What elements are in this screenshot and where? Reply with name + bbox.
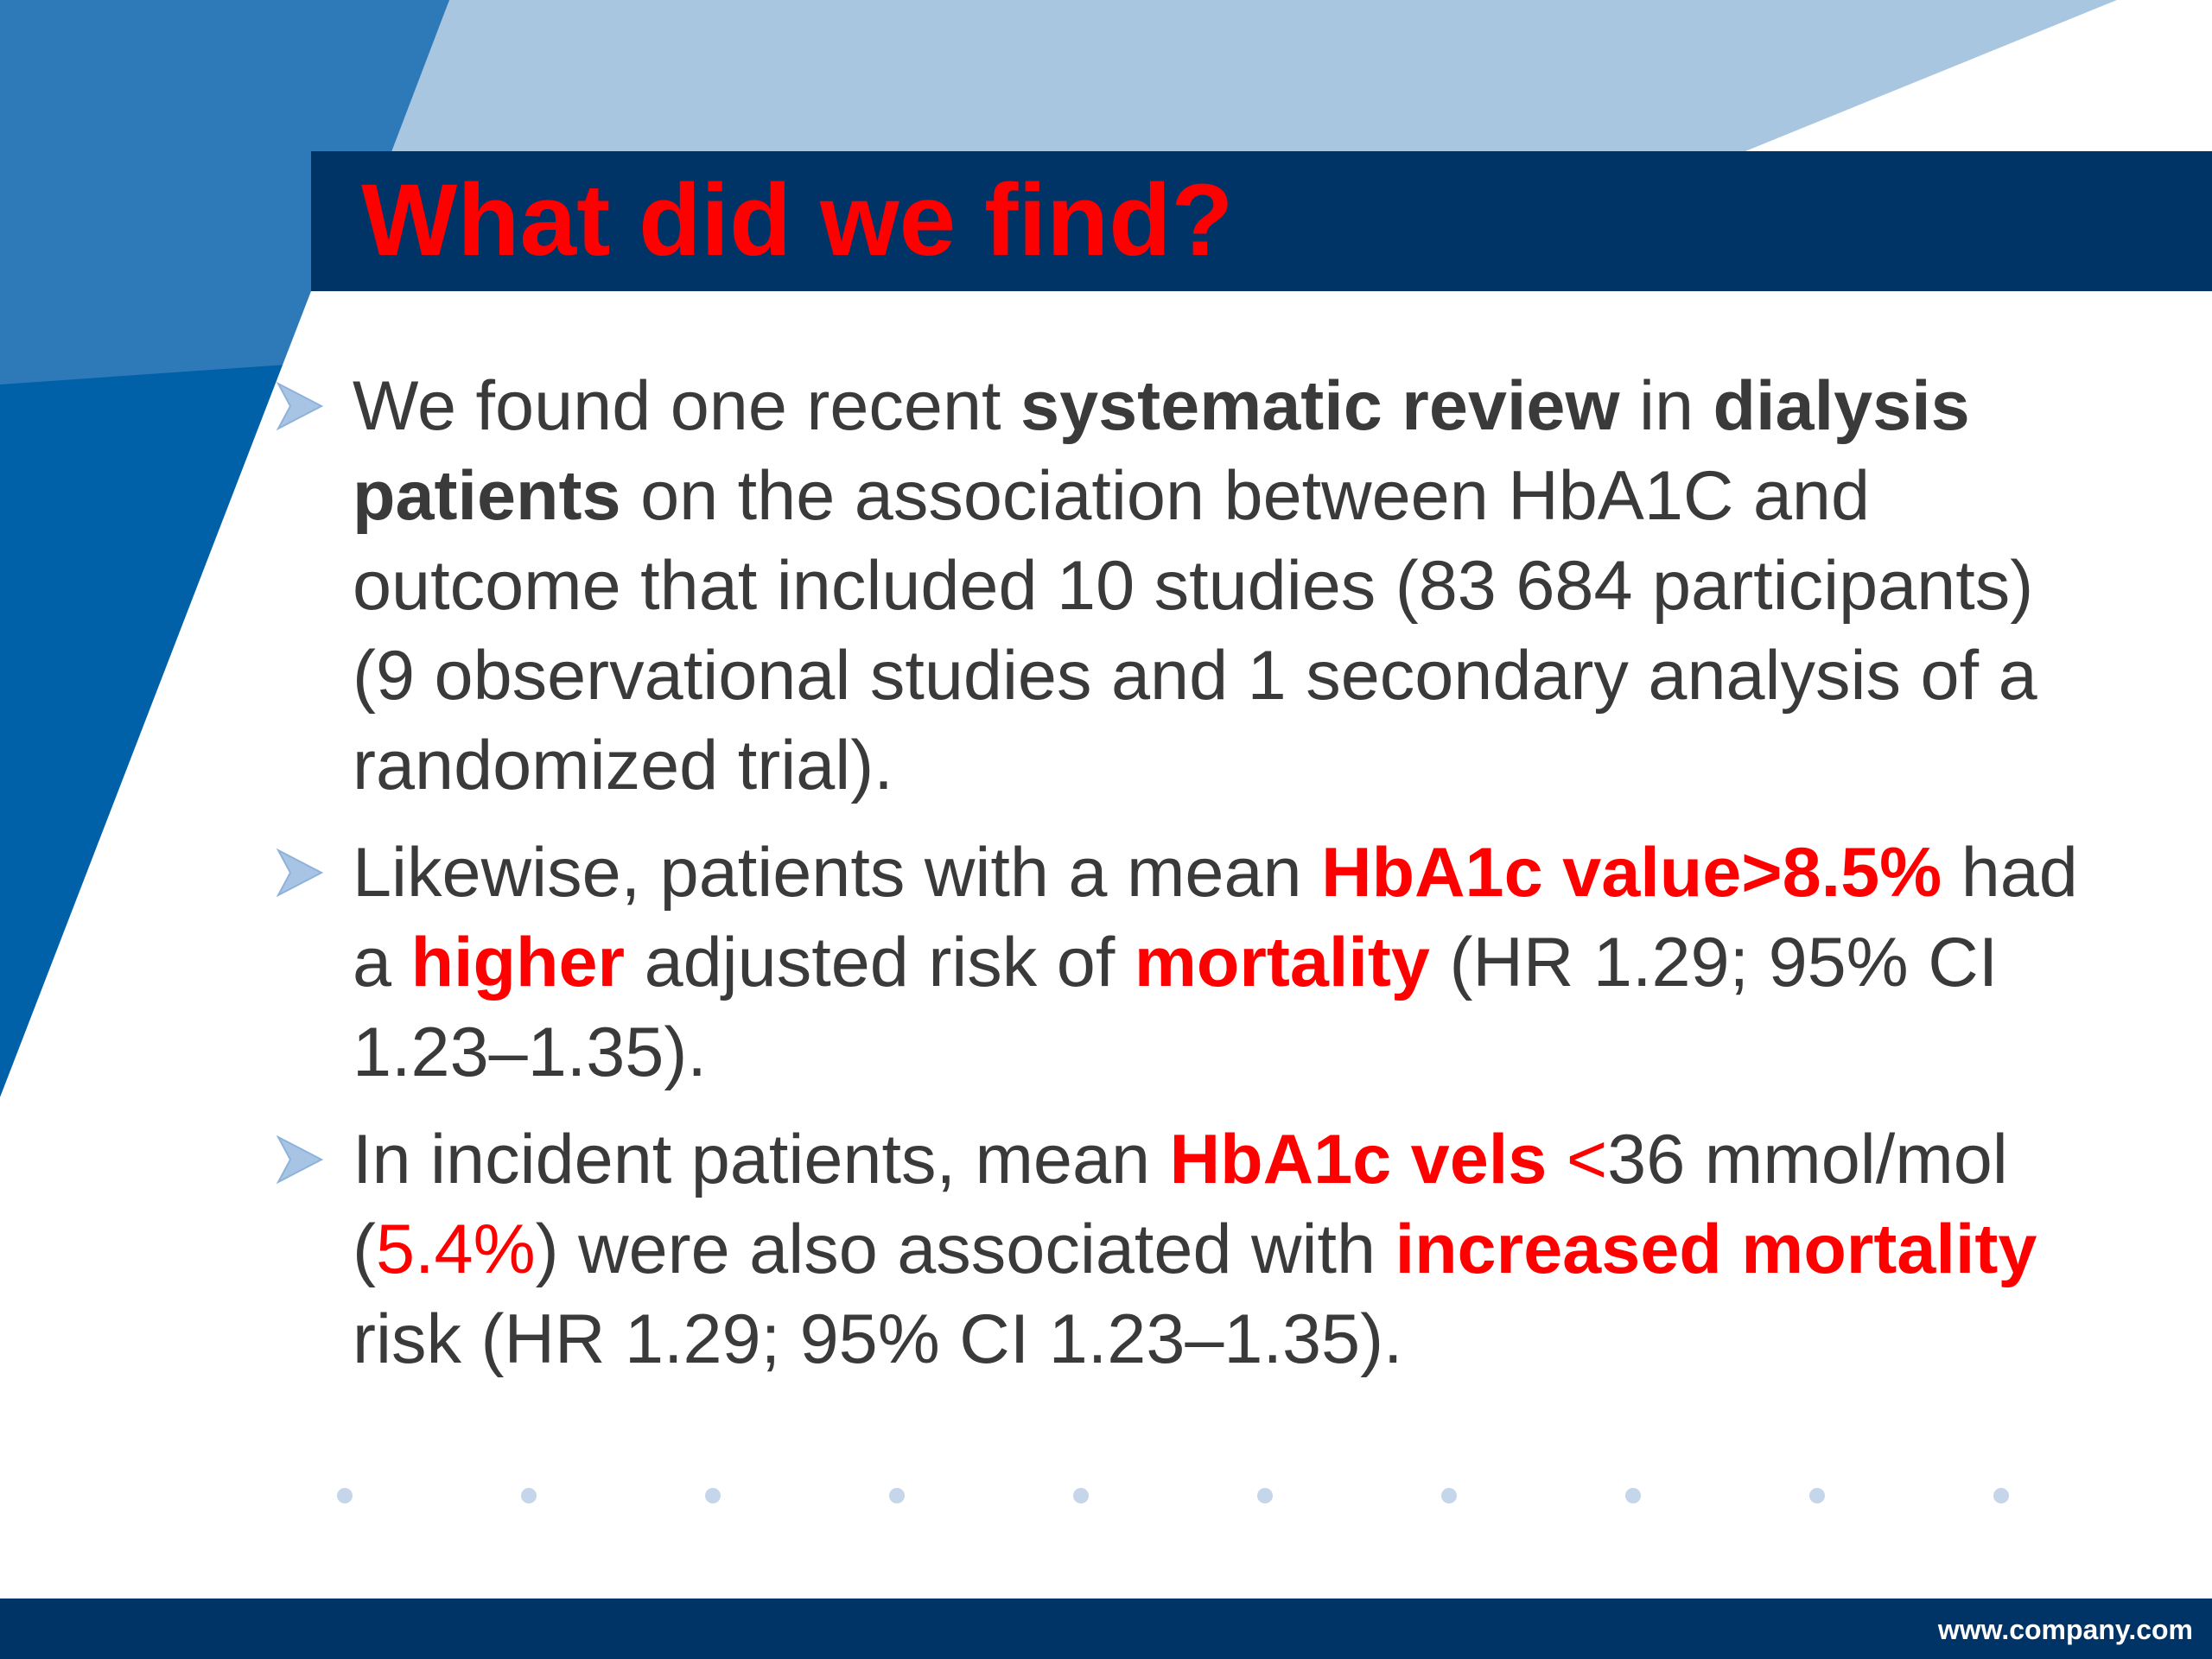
arrow-bullet-icon	[276, 849, 323, 897]
dot-divider	[1625, 1488, 1641, 1503]
bullet-text: In incident patients, mean HbA1c vels <36 mmol/mol (5.4%) were also associated with increased mortality risk (HR 1.29; 95% CI 1.23–1.35).	[353, 1121, 2037, 1378]
light-blue-top-band	[372, 0, 2117, 151]
bullet-text: Likewise, patients with a mean HbA1c value>8.5% had a higher adjusted risk of mortality (HR 1.29; 95% CI 1.23–1.35).	[353, 834, 2078, 1091]
dot-divider	[1993, 1488, 2009, 1503]
dot-divider	[889, 1488, 905, 1503]
dot-divider	[337, 1488, 353, 1503]
arrow-bullet-icon	[276, 1135, 323, 1184]
bullet-text: We found one recent systematic review in dialysis patients on the association between HbA1C and outcome that included 10 studies (83 684 participants) (9 observational studies and 1 secondary analysis of a randomized trial).	[353, 367, 2037, 804]
bullet-list	[276, 361, 2100, 1402]
dot-divider	[1257, 1488, 1273, 1503]
footer-url: www.company.com	[1937, 1614, 2193, 1645]
dot-divider	[705, 1488, 721, 1503]
bullet-item	[276, 361, 2100, 810]
arrow-bullet-icon	[276, 382, 323, 430]
bullet-item	[276, 1115, 2100, 1384]
footer-bar	[0, 1599, 2212, 1659]
slide-title: What did we find?	[361, 163, 1234, 277]
bullet-item	[276, 828, 2100, 1097]
dot-divider	[521, 1488, 537, 1503]
decorative-dot-row	[337, 1488, 2022, 1509]
dot-divider	[1809, 1488, 1825, 1503]
dot-divider	[1441, 1488, 1457, 1503]
dot-divider	[1073, 1488, 1089, 1503]
